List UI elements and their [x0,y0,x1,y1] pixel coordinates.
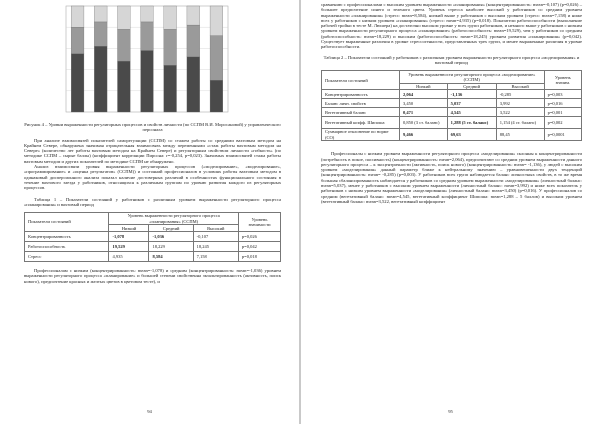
table-cell: 18,245 [193,242,238,252]
table-cell: 69,63 [447,129,496,141]
table-cell: 7,158 [193,252,238,262]
chart-bar-3-Общ [210,6,223,36]
right-page [301,0,600,424]
table-header-mid: Средний [149,225,193,232]
chart-bar-2-Общ [210,36,223,81]
table-cell: 2,064 [400,90,448,99]
table-header-low: Низкий [400,83,448,90]
chart-bar-3-Гиб [164,6,177,29]
table-header-level: Уровень выраженности регуляторного процесса «моделирование» (ССПМ) [400,71,545,83]
table-cell: 1,154 (4 ст. баланс) [496,117,544,129]
chart-bar-2-Гиб [164,29,177,65]
chart-bar-1-Мод [94,46,107,112]
table-cell: -1,078 [109,232,149,242]
paragraph: Профессионалам с низким (концентрированность: mean=-1,078) и средним (концентрированность: mean=-1,036) уровнем выраженности регуляторного процесса «планирование» и большей степени свойственна экзальтированность (активность, поиск нового), предпочтение красных и желтых цветов в цветовом тесте), и [24,268,281,284]
table-1 [24,212,281,262]
table-cell: -0,285 [496,90,544,99]
table-cell: p=0,016 [544,99,581,108]
table-header-indicator: Показатели состояний [322,71,400,90]
chart-bar-3-Оц [141,6,154,22]
paragraph: сравнению с профессионалами с высоким уровнем выраженности «планирования» (концентрированность: mean=-0,107) (p=0,026) – большее предпочтение синего и зеленого цвета. Уровень стресса наиболее высокий у работников со средним уровнем выраженности «планирования» (стресс: mean=8,584), низкий выше у работников с высоким уровнем (стресс: mean=7,158) и ниже всех у работников с низким уровнем «планирования» (стресс: mean=4,935) (p=0,018). Показатели работоспособности (выполнение рабочей тройки в тесте М. Люшера) на достаточно высоком уровне у всех групп работников, и немного выше у работников с низким уровнем выраженности регуляторного процесса «планирование» (работоспособность: mean=19,529), чем у работников со средним (работоспособность: mean=18,229) и высоким (работоспособность: mean=18,245) уровнем развития «планирования» (p=0,042). Существует выраженные различия в уровне стрессогенности, представленных трех групп, и менее выраженные различия в уровне работоспособности. [321,2,582,50]
table-cell: p=0,003 [544,90,581,99]
table-header-level: Уровень выраженности регуляторного процесса «планирования» (ССПМ) [109,213,238,225]
table-cell: 5,037 [447,99,496,108]
table-row [322,117,582,129]
bar-chart [62,0,232,118]
table-cell: p=0,018 [238,252,280,262]
figure-caption: Рисунок 4 – Уровни выраженности регуляторных процессов и свойств личности (по ССПМ В.И. Моросановой) у управленческого персонала [24,122,281,133]
table-cell: Баланс личн. свойств [322,99,400,108]
table-row [322,99,582,108]
table-cell: 3,992 [496,99,544,108]
chart-bar-2-Сам [187,25,200,57]
table-header-significance: Уровень значим. [544,71,581,90]
table-cell: 19,529 [109,242,149,252]
table-cell: 4,935 [109,252,149,262]
table-cell: p=0,001 [544,108,581,117]
table-cell: p=0,0001 [544,129,581,141]
chart-bar-3-Пл [71,6,84,27]
paragraph: Анализ взаимосвязи уровня выраженности регуляторных процессов («моделирование», «моделирование», «программирование» и «оценка результатов» (ССПМ)) и состояний профессионалов в условиях работы вахтовым методом в одинаковый дисперсионного анализа показал наличие достоверных различий в особенностях функционального состояния в течение вахтового заезда у работников, относящихся к различным группам по уровню развития каждого из регуляторных процессов. [24,164,281,191]
figure-4-chart [24,0,281,120]
page-number: 94 [147,409,152,414]
table-cell: 88,45 [496,129,544,141]
table-caption: Таблица 1 – Показатели состояний у работников с различным уровнем выраженности регуляторного процесса «планирования» и вахтовый период [24,196,281,207]
chart-bar-1-Пр [117,61,130,112]
table-cell: Стресс [25,252,109,262]
table-row [322,129,582,141]
table-cell: -0,107 [193,232,238,242]
table-header-high: Высокий [496,83,544,90]
paragraph: Профессионалы с низким уровнем выраженности регуляторного процесса «моделирования» склонны к концентрированности (потребность в покое, пассивность) (концентрированность: mean=2,064), предпочитают со средним уровнем выраженности данного регуляторного процесса – к эксцентричности (активность, поиск нового) (концентрированность: mean= -1,136), у людей с высоким уровнем «моделирования» данный параметр ближе к нейтральному значению – уравновешенности двух тенденций (концентрированность: mean= -0,285) (p=0,003). У работников всех групп наблюдается баланс личностных свойств, в то же время большая сбалансированность наблюдается у работников со средним уровнем выраженности «моделирования» (личностный баланс: mean=5,037), менее у работников с высоким уровнем выраженности (личностный баланс: mean=3,992) и ниже всех показатель у работников с низким уровнем выраженности «моделирования» (личностный баланс: mean=3,450) (p=0,016). У профессионалов со средним (вегетативный баланс: mean=4,545, вегетативный коэффициент Шипоша: mean=1,288 – 5 баллов) и высоким уровнем (вегетативный баланс: mean=3,522, вегетативный коэффициент [321,151,582,204]
chart-bar-2-Пр [117,29,130,61]
table-header-high: Высокий [193,225,238,232]
table-cell: -1,036 [149,232,193,242]
table-cell: Вегетативный коэфф. Шипоша [322,117,400,129]
table-row [25,232,281,242]
chart-bar-1-Оц [141,51,154,112]
table-cell: Концентрированность [25,232,109,242]
table-header-low: Низкий [109,225,149,232]
chart-bar-2-Мод [94,22,107,46]
chart-bar-3-Пр [117,6,130,29]
table-cell: 0,471 [400,108,448,117]
table-cell: 4,545 [447,108,496,117]
table-cell: Концентрированность [322,90,400,99]
table-cell: 3,522 [496,108,544,117]
table-cell: p=0,042 [238,242,280,252]
chart-bar-1-Пл [71,54,84,112]
table-cell: 8,584 [149,252,193,262]
table-row [322,108,582,117]
chart-bar-3-Сам [187,6,200,25]
table-header-significance: Уровень значимости [238,213,280,232]
table-header-indicator: Показатели состояний [25,213,109,232]
chart-bar-1-Гиб [164,65,177,112]
chart-bar-1-Общ [210,80,223,112]
table-row [25,252,281,262]
page-number: 95 [448,409,453,414]
table-caption: Таблица 2 – Показатели состояний у работников с различным уровнем выраженности регуляторного процесса «моделирования» и вахтовый период [323,54,580,65]
table-row [322,90,582,99]
table-cell: 0,850 (3 ст. баланс) [400,117,448,129]
table-2 [321,70,582,141]
table-cell: 1,288 (5 ст. баланс) [447,117,496,129]
table-cell: Работоспособность [25,242,109,252]
table-cell: 3,450 [400,99,448,108]
chart-bar-2-Пл [71,27,84,54]
table-row [25,242,281,252]
chart-bar-3-Мод [94,6,107,22]
table-cell: 9,466 [400,129,448,141]
left-page [0,0,299,424]
paragraph: При анализе взаимосвязей показателей саморегуляции (ССПМ) со стажем работы со средними вахтовым методом на Крайнем Севере, обнаружена значимая отрицательная взаимосвязь между переменными «стаж работы вахтовым методом на Севере» (количество лет работы вахтовым методом на Крайнем Севере) и регуляторным свойством личности «гибкость» (по методике ССПМ – сырые баллы) (коэффициент корреляции Пирсона: r=-0,254, p=0,023). Значимых взаимосвязей стажа работы вахтовым методом и других показателей по методике ССПМ не обнаружено. [24,137,281,164]
table-cell: -1,136 [447,90,496,99]
chart-bar-1-Сам [187,57,200,112]
table-cell: Суммарное отклонение по норме (СО) [322,129,400,141]
table-header-mid: Средний [447,83,496,90]
table-cell: Вегетативный баланс [322,108,400,117]
table-cell: p=0,002 [544,117,581,129]
table-cell: 18,229 [149,242,193,252]
table-cell: p=0,026 [238,232,280,242]
chart-bar-2-Оц [141,22,154,51]
